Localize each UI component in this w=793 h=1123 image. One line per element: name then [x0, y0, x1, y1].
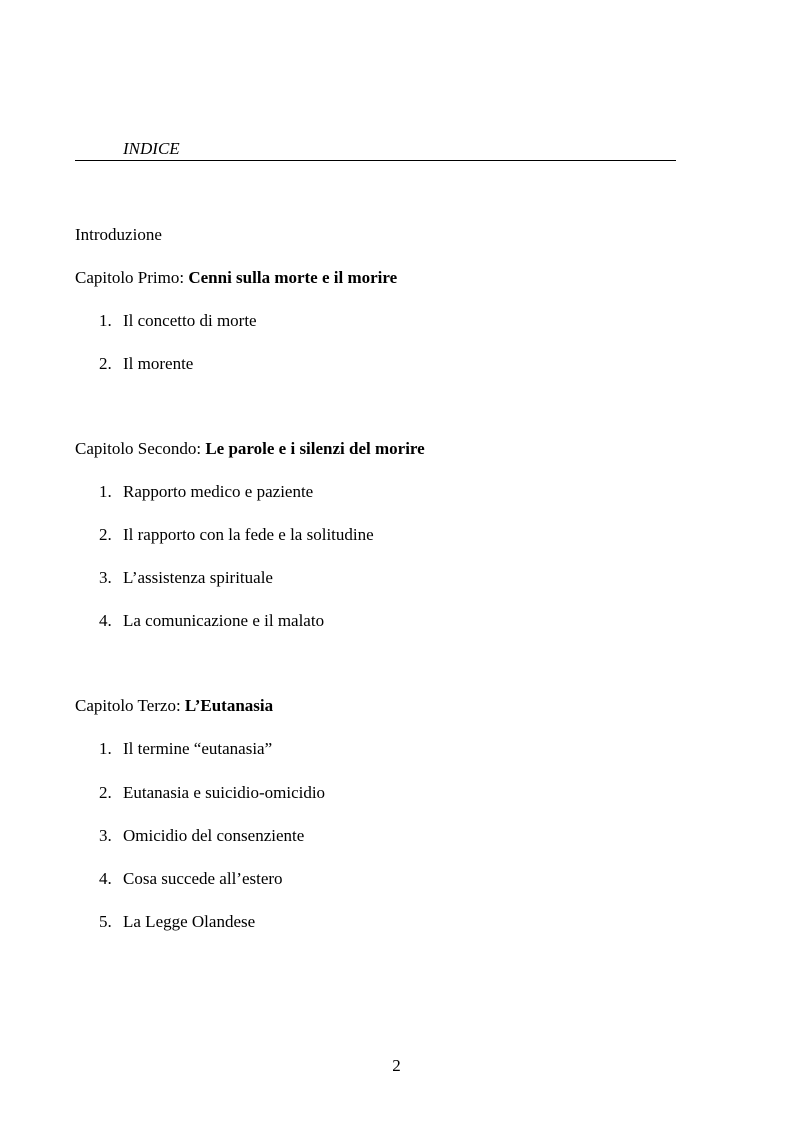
item-number: 1.	[99, 739, 112, 758]
item-text: Il rapporto con la fede e la solitudine	[123, 525, 374, 544]
item-text: Rapporto medico e paziente	[123, 482, 314, 501]
chapter-1-prefix: Capitolo Primo:	[75, 268, 189, 287]
item-text: Il morente	[123, 354, 194, 373]
item-number: 4.	[99, 611, 112, 630]
index-heading: INDICE	[123, 139, 180, 158]
item-number: 3.	[99, 826, 112, 845]
item-text: Omicidio del consenziente	[123, 826, 305, 845]
item-number: 1.	[99, 482, 112, 501]
chapter-3-prefix: Capitolo Terzo:	[75, 696, 185, 715]
toc-item	[99, 525, 374, 545]
chapter-3-entry	[75, 696, 273, 716]
heading-rule	[75, 160, 676, 161]
intro-entry: Introduzione	[75, 225, 162, 244]
item-number: 4.	[99, 869, 112, 888]
item-text: La comunicazione e il malato	[123, 611, 325, 630]
toc-item	[99, 783, 325, 803]
toc-item	[99, 568, 273, 588]
chapter-1-entry	[75, 268, 397, 288]
toc-item	[99, 311, 257, 331]
toc-item	[99, 482, 313, 502]
item-text: Il concetto di morte	[123, 311, 257, 330]
item-number: 5.	[99, 912, 112, 931]
toc-item	[99, 354, 193, 374]
item-text: La Legge Olandese	[123, 912, 256, 931]
item-number: 2.	[99, 525, 112, 544]
toc-item	[99, 912, 255, 932]
item-number: 3.	[99, 568, 112, 587]
item-text: Eutanasia e suicidio-omicidio	[123, 783, 326, 802]
chapter-2-title: Le parole e i silenzi del morire	[205, 439, 425, 458]
chapter-3-title: L’Eutanasia	[184, 696, 274, 715]
chapter-2-entry	[75, 439, 425, 459]
page-number: 2	[392, 1056, 401, 1075]
item-number: 2.	[99, 354, 112, 373]
chapter-1-title: Cenni sulla morte e il morire	[188, 268, 398, 287]
toc-item	[99, 739, 272, 759]
item-number: 1.	[99, 311, 112, 330]
toc-item	[99, 826, 304, 846]
toc-item	[99, 611, 324, 631]
item-number: 2.	[99, 783, 112, 802]
chapter-2-prefix: Capitolo Secondo:	[75, 439, 206, 458]
toc-item	[99, 869, 283, 889]
item-text: Cosa succede all’estero	[123, 869, 283, 888]
item-text: Il termine “eutanasia”	[123, 739, 273, 758]
item-text: L’assistenza spirituale	[123, 568, 273, 587]
